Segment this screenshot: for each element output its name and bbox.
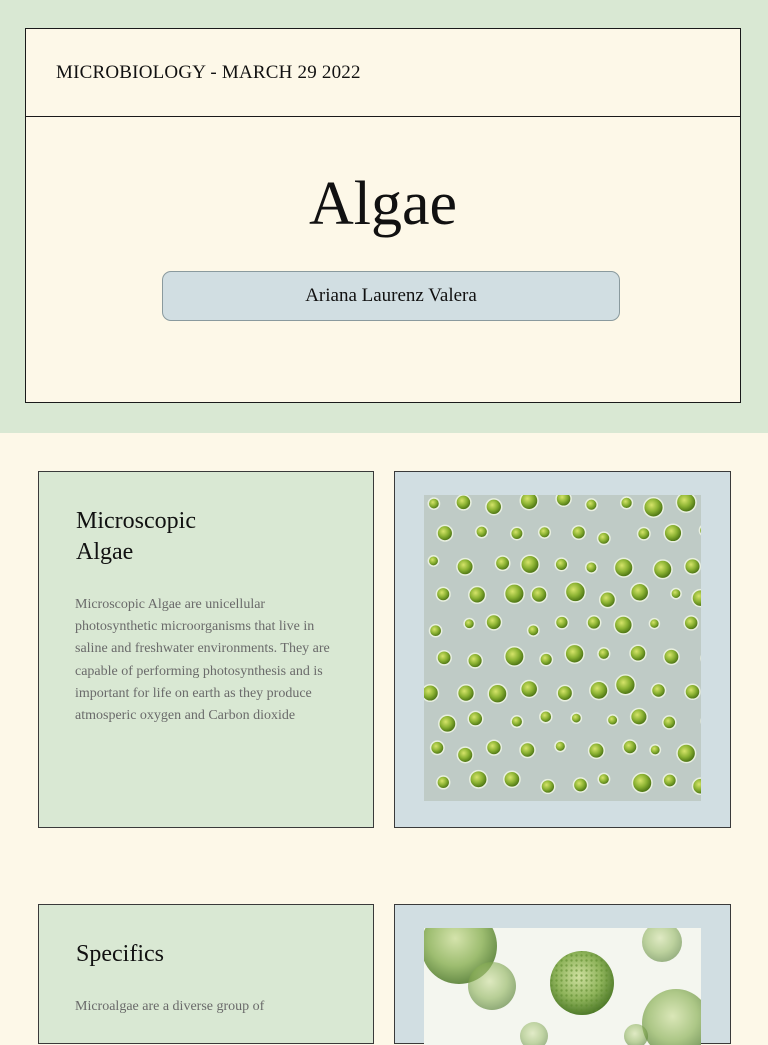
- algae-cell: [630, 645, 646, 661]
- algae-cell: [531, 587, 547, 603]
- microscopic-algae-photo: [424, 495, 701, 801]
- algae-cell: [468, 711, 483, 726]
- specifics-image-card: [394, 904, 731, 1044]
- algae-cell: [631, 709, 648, 726]
- algae-cell: [437, 776, 450, 789]
- algae-cell: [495, 556, 509, 570]
- algae-cell: [616, 675, 636, 695]
- algae-cell: [632, 773, 652, 793]
- algae-cell: [457, 559, 473, 575]
- title-slide-card: [25, 28, 741, 403]
- algae-cell: [428, 556, 438, 566]
- algae-cell: [424, 685, 439, 702]
- algae-cell: [557, 685, 572, 700]
- algae-cell: [586, 499, 598, 511]
- algae-cell: [650, 745, 660, 755]
- page-title: Algae: [308, 170, 458, 238]
- algae-cell: [469, 587, 486, 604]
- algae-cell: [511, 716, 523, 728]
- algae-cell: [468, 653, 483, 668]
- algae-cell: [600, 592, 616, 608]
- algae-cell: [685, 684, 700, 699]
- algae-cell: [565, 582, 585, 602]
- specifics-text-card: [38, 904, 374, 1044]
- algae-cell: [556, 495, 571, 506]
- algae-cell: [488, 684, 507, 703]
- algae-cell: [638, 528, 650, 540]
- algae-cell: [430, 625, 442, 637]
- algae-cell: [571, 713, 581, 723]
- algae-cell: [653, 560, 672, 579]
- algae-cell: [439, 715, 456, 732]
- algae-cell: [520, 495, 538, 510]
- algae-cell: [505, 647, 524, 666]
- course-date-header: MICROBIOLOGY - MARCH 29 2022: [56, 62, 361, 83]
- algae-cell: [486, 615, 501, 630]
- algae-cell: [671, 589, 681, 599]
- algae-cell: [540, 711, 552, 723]
- author-name-box: Ariana Laurenz Valera: [162, 271, 620, 321]
- algae-cell: [486, 499, 502, 515]
- algae-cell: [663, 774, 676, 787]
- algae-cell: [520, 743, 535, 758]
- algae-cell: [458, 685, 475, 702]
- algae-cell: [598, 773, 609, 784]
- algae-cell: [487, 740, 502, 755]
- microscopic-algae-text-card: [38, 471, 374, 828]
- algae-cell: [684, 616, 698, 630]
- algae-cell: [437, 525, 453, 541]
- algae-cell: [428, 498, 439, 509]
- algae-cell: [565, 644, 584, 663]
- algae-cell: [541, 780, 555, 794]
- algae-cell: [652, 684, 666, 698]
- algae-cell: [685, 559, 701, 575]
- algae-cell: [663, 716, 676, 729]
- section-body: Microalgae are a diverse group of: [75, 999, 265, 1014]
- algae-cell: [505, 584, 525, 604]
- algae-cell: [436, 587, 450, 601]
- header-row: [26, 29, 740, 117]
- specifics-algae-photo: [424, 928, 701, 1045]
- algae-cell: [437, 651, 451, 665]
- algae-cell: [539, 527, 551, 539]
- algae-cell: [664, 649, 679, 664]
- algae-cell: [644, 498, 664, 518]
- algae-cell: [598, 532, 610, 544]
- algae-cell: [521, 681, 538, 698]
- algae-cell: [521, 555, 539, 573]
- algae-cell: [556, 616, 569, 629]
- algae-cell: [528, 625, 539, 636]
- algae-cell: [511, 527, 523, 539]
- algae-cell: [457, 747, 473, 763]
- algae-cell: [464, 619, 474, 629]
- algae-cell: [614, 558, 633, 577]
- algae-cell: [631, 583, 649, 601]
- algae-cell: [607, 715, 617, 725]
- microscopic-algae-image-card: [394, 471, 731, 828]
- algae-cell: [587, 616, 601, 630]
- algae-cell: [664, 524, 682, 542]
- algae-cell: [573, 778, 587, 792]
- algae-cell: [476, 526, 488, 538]
- algae-cell: [555, 558, 568, 571]
- section-body: Microscopic Algae are unicellular photosynthetic microorganisms that live in saline and freshwater environments. They are capable of performing photosynthesis and is important for life on earth as they produce atmosperic oxygen and Carbon dioxide: [75, 597, 330, 724]
- section-heading: Specifics: [76, 941, 164, 967]
- algae-cell: [598, 648, 610, 660]
- algae-cell: [504, 771, 520, 787]
- algae-cell: [589, 743, 605, 759]
- algae-cell: [623, 740, 637, 754]
- algae-cell: [586, 562, 597, 573]
- algae-cell: [572, 526, 586, 540]
- algae-cell: [621, 497, 633, 509]
- algae-cell: [456, 495, 471, 510]
- algae-cell: [431, 741, 444, 754]
- algae-cell: [677, 744, 696, 763]
- algae-cell: [540, 653, 553, 666]
- algae-cell: [470, 771, 487, 788]
- algae-cell: [555, 741, 566, 752]
- algae-cell: [676, 495, 696, 512]
- algae-cell: [649, 619, 659, 629]
- section-heading: Microscopic Algae: [76, 508, 196, 565]
- algae-cell: [590, 681, 608, 699]
- algae-cell: [614, 616, 632, 634]
